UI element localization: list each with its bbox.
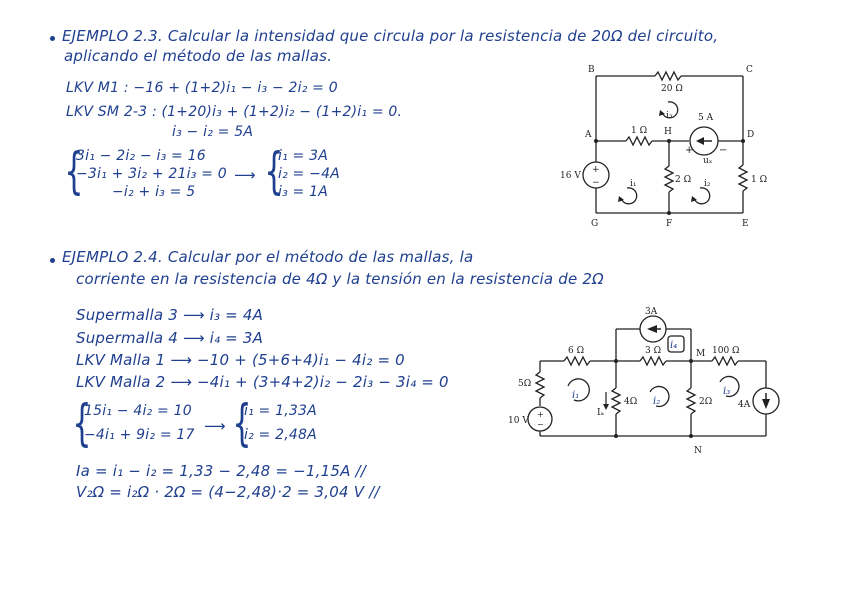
c1-mesh-i2: i₂ (704, 179, 711, 189)
c1-label-ux: uₓ (703, 156, 713, 166)
ex24-title-line2: corriente en la resistencia de 4Ω y la tensión en la resistencia de 2Ω (76, 270, 604, 288)
ex23-system-brace: { (64, 142, 84, 200)
ex24-sol-i1: i₁ = 1,33A (244, 403, 317, 419)
ex23-title-line1: EJEMPLO 2.3. Calcular la intensidad que circula por la resistencia de 20Ω del circuito, (62, 27, 719, 45)
ex23-eq3: −i₂ + i₃ = 5 (112, 184, 196, 200)
ex24-solution-brace: { (232, 394, 252, 452)
c1-node-c: C (746, 65, 753, 75)
c2-label-10v: 10 V (508, 416, 529, 426)
c1-ux-minus: − (719, 145, 728, 156)
c1-node-a: A (585, 130, 592, 140)
c1-label-1ohm-h: 1 Ω (631, 126, 648, 136)
c1-src-minus: − (592, 178, 600, 188)
c1-label-2ohm: 2 Ω (675, 175, 692, 185)
ex24-supermesh3: Supermalla 3 ⟶ i₃ = 4A (76, 306, 264, 324)
c2-label-5ohm: 5Ω (518, 379, 532, 389)
c2-label-3ohm: 3 Ω (645, 346, 662, 356)
ex23-eq2: −3i₁ + 3i₂ + 21i₃ = 0 (76, 166, 227, 182)
c2-label-4ohm: 4Ω (624, 397, 638, 407)
ex24-arrow: ⟶ (204, 417, 226, 435)
ex24-title-line1: EJEMPLO 2.4. Calcular por el método de las mallas, la (62, 248, 474, 266)
c1-label-20ohm: 20 Ω (661, 84, 683, 94)
c2-label-6ohm: 6 Ω (568, 346, 585, 356)
c2-mesh-i4: i₄ (670, 340, 678, 351)
c1-ux-plus: + (685, 145, 694, 156)
ex23-constraint: i₃ − i₂ = 5A (172, 124, 254, 140)
ex24-ia-result: Ia = i₁ − i₂ = 1,33 − 2,48 = −1,15A // (76, 462, 366, 480)
c2-src-plus: + (537, 410, 544, 419)
ex23-eq1: 3i₁ − 2i₂ − i₃ = 16 (76, 148, 206, 164)
c1-node-d: D (747, 130, 755, 140)
c1-node-h: H (664, 127, 672, 137)
c1-label-1ohm-v: 1 Ω (751, 175, 768, 185)
c1-src-plus: + (592, 165, 600, 175)
c1-node-e: E (742, 219, 749, 229)
ex23-sol-i3: i₃ = 1A (278, 184, 329, 200)
c1-node-b: B (588, 65, 595, 75)
ex24-eq2: −4i₁ + 9i₂ = 17 (84, 427, 195, 443)
c2-mesh-i3: i₃ (723, 386, 731, 397)
c1-node-g: G (591, 219, 599, 229)
c1-mesh-i1: i₁ (630, 179, 637, 189)
c1-label-16v: 16 V (560, 171, 581, 181)
c2-node-n: N (694, 446, 702, 456)
c2-label-3a: 3A (645, 307, 658, 317)
c2-label-ia: Iₐ (597, 408, 605, 418)
c1-label-5a: 5 A (698, 113, 714, 123)
ex23-lkv-m1: LKV M1 : −16 + (1+2)i₁ − i₃ − 2i₂ = 0 (66, 80, 338, 96)
c2-label-100ohm: 100 Ω (712, 346, 740, 356)
ex24-mesh2: LKV Malla 2 ⟶ −4i₁ + (3+4+2)i₂ − 2i₃ − 3i₄ = 0 (76, 373, 449, 391)
ex24-sol-i2: i₂ = 2,48A (244, 427, 317, 443)
ex24-system-brace: { (72, 394, 92, 452)
c2-label-4a: 4A (738, 400, 751, 410)
ex24-mesh1: LKV Malla 1 ⟶ −10 + (5+6+4)i₁ − 4i₂ = 0 (76, 351, 405, 369)
ex23-solution-brace: { (264, 142, 284, 200)
c2-label-2ohm: 2Ω (699, 397, 713, 407)
c2-src-minus: − (537, 420, 544, 429)
ex23-arrow: ⟶ (234, 166, 256, 184)
c2-mesh-i1: i₁ (572, 390, 580, 401)
ex23-sol-i1: i₁ = 3A (278, 148, 329, 164)
ex23-lkv-sm23: LKV SM 2-3 : (1+20)i₃ + (1+2)i₂ − (1+2)i₁ = 0. (66, 104, 403, 120)
ex23-sol-i2: i₂ = −4A (278, 166, 340, 182)
ex23-title-line2: aplicando el método de las mallas. (64, 47, 333, 65)
c1-node-f: F (666, 219, 673, 229)
c1-mesh-i3: i₃ (666, 111, 673, 121)
c2-node-m: M (696, 349, 706, 359)
ex24-supermesh4: Supermalla 4 ⟶ i₄ = 3A (76, 329, 264, 347)
c2-mesh-i2: i₂ (653, 396, 661, 407)
ex24-v2-result: V₂Ω = i₂Ω · 2Ω = (4−2,48)·2 = 3,04 V // (76, 483, 380, 501)
ex24-eq1: 15i₁ − 4i₂ = 10 (84, 403, 192, 419)
